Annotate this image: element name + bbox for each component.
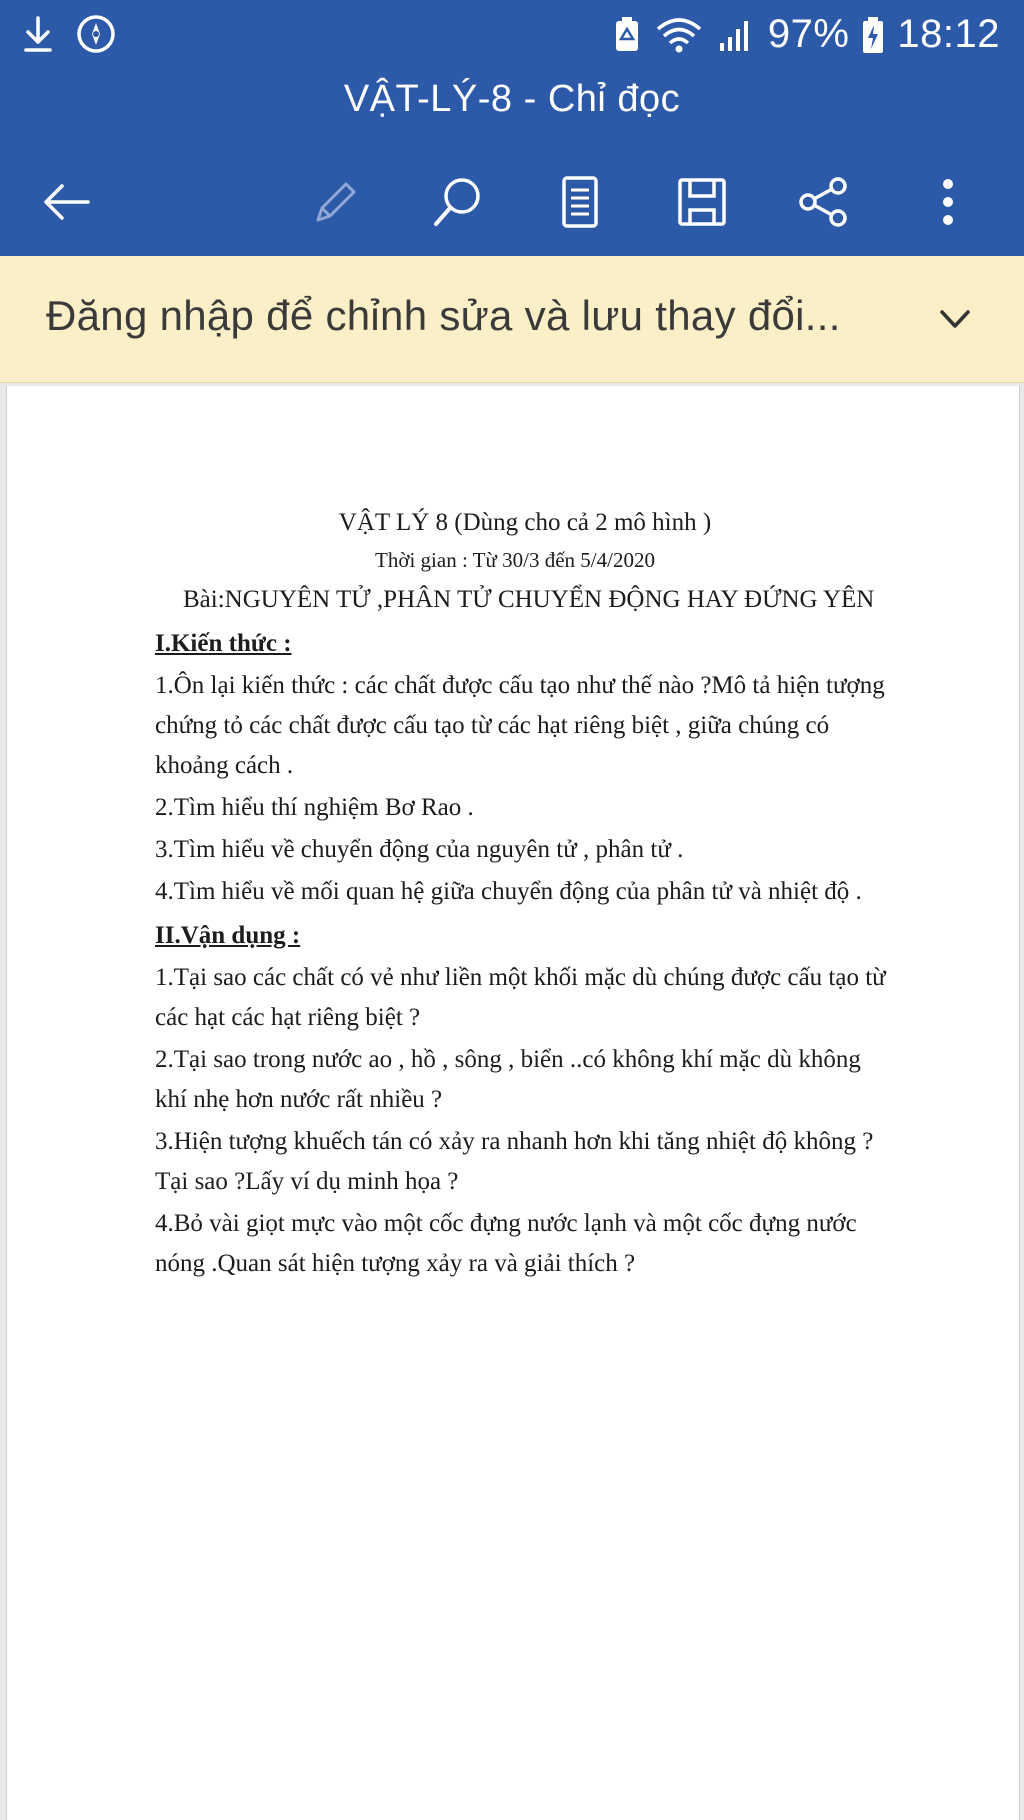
- section-heading-knowledge: I.Kiến thức :: [155, 630, 292, 657]
- more-options-button[interactable]: [906, 160, 990, 244]
- battery-percent: 97%: [767, 12, 850, 56]
- list-item: 2.Tại sao trong nước ao , hồ , sông , biển ..có không khí mặc dù không khí nhẹ hơn nước rất nhiều ?: [155, 1046, 861, 1113]
- battery-charging-icon: [861, 15, 885, 55]
- reading-view-icon: [552, 172, 608, 232]
- chevron-down-icon[interactable]: [930, 294, 980, 344]
- save-icon: [672, 172, 732, 232]
- recycle-battery-icon: [612, 15, 642, 55]
- banner-text: Đăng nhập để chỉnh sửa và lưu thay đổi...: [46, 292, 841, 339]
- document-title: VẬT-LÝ-8 - Chỉ đọc: [343, 78, 681, 120]
- status-bar: [0, 0, 1024, 72]
- list-item: 4.Tìm hiểu về mối quan hệ giữa chuyển động của phân tử và nhiệt độ .: [155, 878, 862, 905]
- save-button[interactable]: [660, 160, 744, 244]
- document-page: [6, 386, 1020, 1820]
- list-item: 2.Tìm hiểu thí nghiệm Bơ Rao .: [155, 794, 474, 821]
- pencil-icon: [308, 174, 364, 230]
- list-item: 3.Hiện tượng khuếch tán có xảy ra nhanh hơn khi tăng nhiệt độ không ? Tại sao ?Lấy ví dụ minh họa ?: [155, 1128, 874, 1195]
- back-button[interactable]: [24, 160, 108, 244]
- sign-in-banner[interactable]: [0, 256, 1024, 383]
- share-icon: [794, 172, 854, 232]
- app-header: [0, 0, 1024, 256]
- wifi-icon: [654, 15, 704, 55]
- section-heading-application: II.Vận dụng :: [155, 922, 301, 949]
- share-button[interactable]: [782, 160, 866, 244]
- search-icon: [428, 172, 488, 232]
- doc-lesson-title: Bài:NGUYÊN TỬ ,PHÂN TỬ CHUYỂN ĐỘNG HAY ĐỨNG YÊN: [183, 586, 875, 613]
- more-vertical-icon: [928, 172, 968, 232]
- signal-icon: [716, 15, 756, 55]
- search-button[interactable]: [416, 160, 500, 244]
- list-item: 3.Tìm hiểu về chuyển động của nguyên tử , phân tử .: [155, 836, 684, 863]
- list-item: 4.Bỏ vài giọt mực vào một cốc đựng nước lạnh và một cốc đựng nước nóng .Quan sát hiện tượng xảy ra và giải thích ?: [155, 1210, 857, 1277]
- document-body: [155, 504, 895, 1284]
- list-item: 1.Ôn lại kiến thức : các chất được cấu tạo như thế nào ?Mô tả hiện tượng chứng tỏ các chất được cấu tạo từ các hạt riêng biệt , giữa chúng có khoảng cách .: [155, 672, 885, 779]
- toolbar: [0, 160, 1024, 244]
- reading-view-button[interactable]: [538, 160, 622, 244]
- compass-icon: [76, 14, 116, 54]
- edit-button[interactable]: [294, 160, 378, 244]
- back-arrow-icon: [38, 174, 94, 230]
- doc-date-range: Thời gian : Từ 30/3 đến 5/4/2020: [375, 548, 655, 572]
- doc-heading: VẬT LÝ 8 (Dùng cho cả 2 mô hình ): [338, 509, 712, 536]
- list-item: 1.Tại sao các chất có vẻ như liền một khối mặc dù chúng được cấu tạo từ các hạt các hạt riêng biệt ?: [155, 964, 886, 1031]
- clock: 18:12: [897, 12, 1000, 56]
- download-icon: [22, 14, 54, 54]
